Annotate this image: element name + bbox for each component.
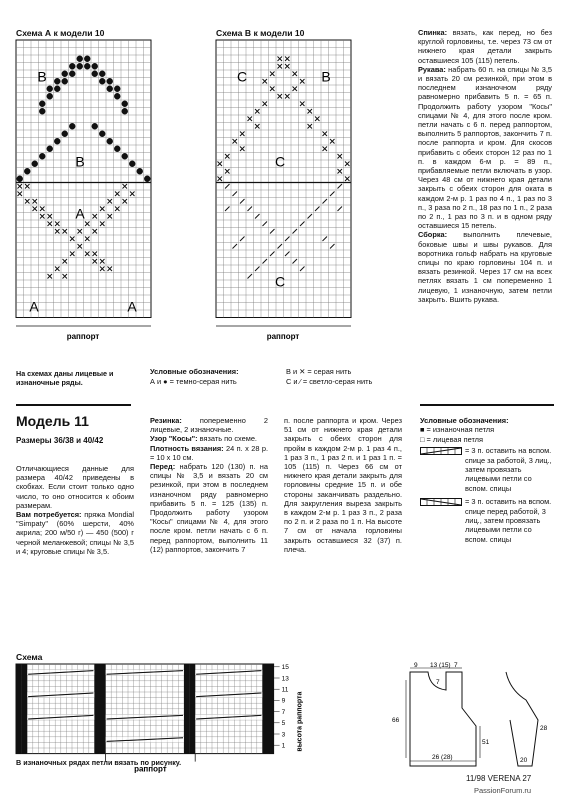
footer-site: PassionForum.ru — [474, 786, 532, 795]
materials-paragraph: Вам потребуется: пряжа Mondial "Simpaty" (60% шерсти, 40% акрила; 200 м/50 г) — 450 (500) г черной меланжевой; спицы № 3,5 и 4; круговые спицы № 3,5. — [16, 510, 134, 556]
dot-mark — [47, 93, 53, 99]
cables-paragraph: Узор "Косы": вязать по схеме. — [150, 434, 257, 444]
label-b-top: B — [37, 68, 47, 85]
dot-mark — [24, 168, 30, 174]
dim-sleeve: 28 — [540, 725, 548, 732]
section-rule-right — [420, 404, 554, 406]
dot-mark — [92, 63, 98, 69]
dim-neck: 7 — [436, 679, 440, 686]
dot-mark — [129, 161, 135, 167]
gauge-paragraph: Плотность вязания: 24 п. х 28 р. = 10 х 10 см. — [150, 443, 268, 462]
dot-mark — [54, 86, 60, 92]
legend-11-cable-back: = 3 п. оставить на вспом. спице за работой, 3 лиц., затем провязать лицевыми петли со вспом. спицы — [420, 446, 554, 493]
dim-top-right: 7 — [454, 662, 458, 669]
rib-paragraph: Резинка: попеременно 2 лицевые, 2 изнаночные. — [150, 416, 268, 435]
dot-mark — [99, 131, 105, 137]
front-paragraph: Перед: набрать 120 (130) п. на спицы № 3,5 и вязать 20 см резинкой, при этом в последнем изнаночном ряду равномерно прибавить 5 п. = 125 (135) п. Продолжить работу узором "Косы" спицами № 4, для этого после кром. петли начать с 6 п. перед раппортом, выполнить 11 (12) раппортов, закончить 7 — [150, 462, 268, 554]
dot-mark — [62, 71, 68, 77]
row-number: 15 — [281, 664, 289, 672]
model-sizes: Размеры 36/38 и 40/42 — [16, 436, 104, 445]
label-c-lower: С — [274, 273, 286, 290]
dot-mark — [62, 78, 68, 84]
dot-mark — [92, 71, 98, 77]
dot-mark — [114, 93, 120, 99]
dot-mark — [84, 56, 90, 62]
dim-top-left: 9 — [414, 662, 418, 669]
label-a-left: А — [29, 298, 39, 315]
intro-paragraph: Отличающиеся данные для размера 40/42 приведены в скобках. Если стоит только одно число, то оно относится к обоим размерам. — [16, 464, 134, 510]
dot-mark — [47, 86, 53, 92]
dot-mark — [39, 101, 45, 107]
dot-mark — [137, 168, 143, 174]
schema-a-title: Схема А к модели 10 — [16, 28, 105, 38]
legend-10-a: А и ● = темно-серая нить — [150, 377, 237, 386]
section-rule-left — [16, 404, 131, 406]
dot-mark — [122, 101, 128, 107]
legend-11-title: Условные обозначения: — [420, 416, 509, 425]
row-number: 9 — [281, 697, 286, 705]
schema-b-title: Схема В к модели 10 — [216, 28, 305, 38]
legend-10-b: В и ✕ = серая нить — [286, 367, 352, 376]
dot-mark — [144, 176, 150, 182]
model-11-col3: п. после раппорта и кром. Через 51 см от нижнего края детали закрыть с обеих сторон для пройм в каждом 2-м р. 1 раз 4 п., 1 раз 3 п., 1 раз 2 п. и 1 раз 1 п. = 105 (115) п. Через 66 см от нижнего края детали закрыть для горловины средние 15 п. и обе стороны заканчивать раздельно. Для закругления выреза закрыть в каждом 2-м р. 1 раз 3 п., 2 раза по 2 п. и 2 раза по 1 п. На высоте 7 см от начала горловины закрыть оставшиеся 32 (37) п. плеча. — [284, 416, 402, 554]
dot-mark — [77, 63, 83, 69]
dot-mark — [114, 86, 120, 92]
sleeves-paragraph: Рукава: набрать 60 п. на спицы № 3,5 и вязать 20 см резинкой, при этом в последнем изнаночном ряду равномерно прибавить 5 п. = 65 п. Продолжить работу узором "Косы" спицами № 4, для этого после кром. петли начать с 6 п. перед раппортом, выполнить 5 раппортов, закончить 7 п. после раппорта и кром. Для скосов прибавить с обеих сторон 12 раз по 1 п. в каждом 6-м р. = 89 п., прибавляемые петли включать в узор. Через 48 см от нижнего края детали закрыть с обеих сторон для оката в каждом 2-м р. 1 раз по 4 п., 1 раз по 3 п., 3 раза по 2 п., 18 раз по 1 п., 2 раза по 2 п., 1 раз по 3 п. и в одном ряду оставшиеся 15 петель. — [418, 64, 552, 231]
legend-model-11 — [420, 416, 554, 544]
rapport-height-label: высота раппорта — [296, 691, 304, 752]
legend-model-10 — [150, 367, 420, 386]
legend-11-knit: □ = лицевая петля — [420, 434, 484, 444]
dim-side-right: 51 — [482, 739, 490, 746]
garment-pattern — [370, 660, 556, 770]
cable-front-icon — [420, 498, 462, 506]
row-number: 7 — [281, 708, 286, 716]
label-a-middle: А — [75, 205, 85, 222]
model-11-col1 — [16, 464, 134, 556]
dim-sleeve-bottom: 20 — [520, 757, 528, 764]
legend-11-cable-front: = 3 п. оставить на вспом. спице перед работой, 3 лиц., затем провязать лицевыми петли со вспом. спицы — [420, 497, 554, 544]
dot-mark — [84, 63, 90, 69]
dot-mark — [92, 123, 98, 129]
schema-a-chart — [16, 40, 156, 346]
dot-mark — [69, 123, 75, 129]
dot-mark — [99, 78, 105, 84]
dot-mark — [69, 71, 75, 77]
label-a-right: А — [127, 298, 137, 315]
dot-mark — [47, 146, 53, 152]
row-number: 1 — [281, 742, 286, 750]
dot-mark — [54, 78, 60, 84]
legend-10-c: С и ⁄ = светло-серая нить — [286, 377, 373, 386]
row-number: 11 — [281, 686, 289, 694]
dot-mark — [54, 138, 60, 144]
legend-10-title: Условные обозначения: — [150, 367, 239, 376]
row-number: 5 — [281, 720, 286, 728]
cable-back-icon — [420, 447, 462, 455]
schema-11-chart — [16, 664, 346, 774]
label-b-middle: B — [75, 153, 85, 170]
dot-mark — [107, 138, 113, 144]
model-11-col2 — [150, 416, 268, 554]
dot-mark — [107, 86, 113, 92]
row-number: 3 — [281, 731, 286, 739]
right-column-text — [418, 28, 552, 304]
dot-mark — [77, 56, 83, 62]
dim-side-left: 66 — [392, 717, 400, 724]
dot-mark — [39, 153, 45, 159]
rapport-label-b: раппорт — [266, 332, 300, 341]
dot-mark — [122, 153, 128, 159]
dot-mark — [32, 161, 38, 167]
label-c-middle: С — [274, 153, 286, 170]
dim-bottom: 26 (28) — [432, 754, 453, 761]
dot-mark — [99, 71, 105, 77]
schema-11-title: Схема — [16, 652, 43, 662]
label-b-top: В — [321, 68, 331, 85]
row-number: 13 — [281, 675, 289, 683]
dim-top-mid: 13 (15) — [430, 662, 451, 669]
rapport-label-a: раппорт — [66, 332, 100, 341]
dot-mark — [114, 146, 120, 152]
rapport-label-11: раппорт — [134, 764, 167, 774]
schemes-note: На схемах даны лицевые и изнаночные ряды. — [16, 369, 114, 388]
dot-mark — [39, 108, 45, 114]
bottom-note: В изнаночных рядах петли вязать по рисунку. — [16, 758, 182, 767]
assembly-paragraph: Сборка: выполнить плечевые, боковые швы и швы рукавов. Для воротника гольф набрать на круговые спицы по краю горловины 104 п. и вязать резинкой. Через 17 см на всех петлях вязать 1 см попеременно 1 лицевую, 1 изнаночную, затем петли закрыть. Вшить рукава. — [418, 230, 552, 304]
dot-mark — [62, 131, 68, 137]
dot-mark — [17, 176, 23, 182]
back-paragraph: Спинка: вязать, как перед, но без круглой горловины, т.е. через 73 см от нижнего края детали закрыть оставшиеся 105 (115) петель. — [418, 28, 552, 65]
label-c-top: С — [236, 68, 248, 85]
dot-mark — [69, 63, 75, 69]
legend-11-purl: ■ = изнаночная петля — [420, 425, 495, 435]
dot-mark — [107, 78, 113, 84]
footer-page: 11/98 VERENA 27 — [466, 774, 532, 783]
model-title: Модель 11 — [16, 413, 89, 429]
schema-b-chart — [216, 40, 356, 346]
dot-mark — [122, 108, 128, 114]
